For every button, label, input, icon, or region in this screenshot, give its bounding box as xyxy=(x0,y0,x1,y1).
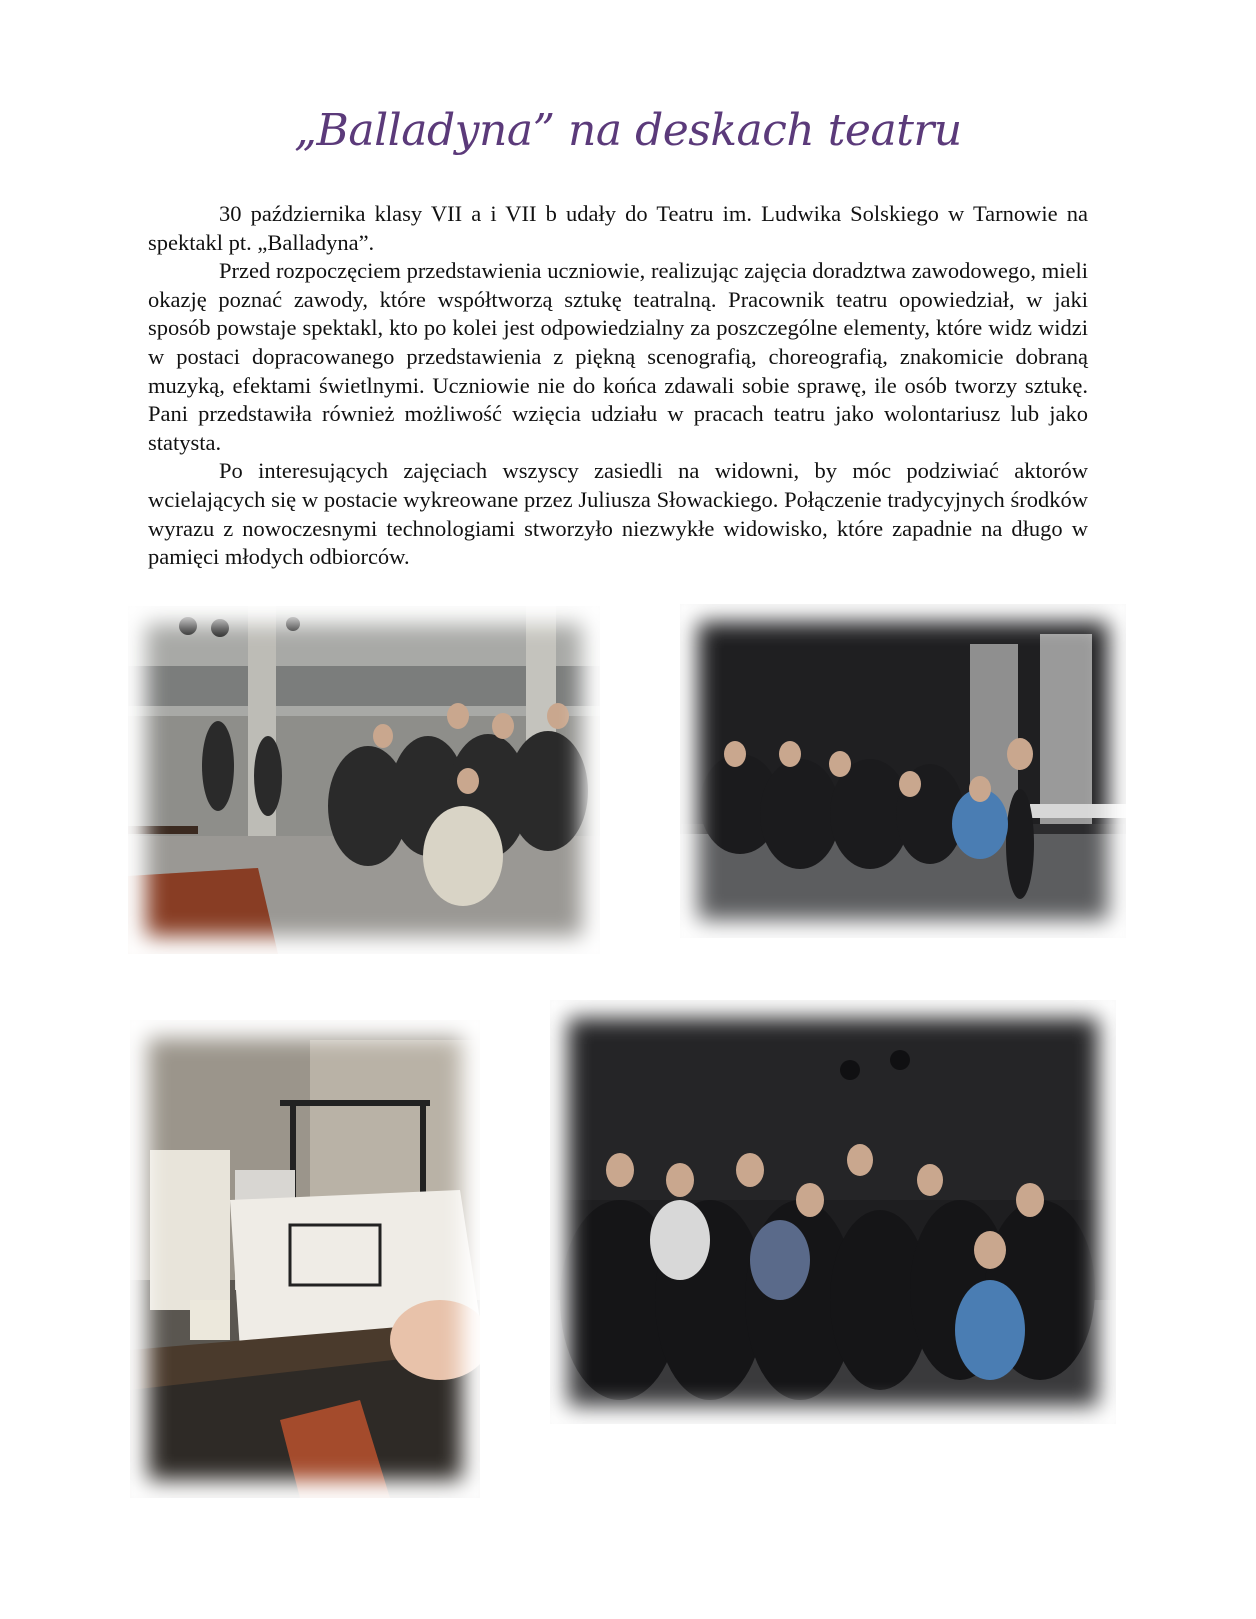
photo-stage-guide xyxy=(680,604,1126,938)
photo-students-in-hall xyxy=(128,606,600,954)
article-title: „Balladyna” na deskach teatru xyxy=(294,105,962,156)
paragraph-3: Po interesujących zajęciach wszyscy zasiedli na widowni, by móc podziwiać aktorów wcielających się w postacie wykreowane przez Juliusza Słowackiego. Połączenie tradycyjnych środków wyrazu z nowoczesnymi technologiami stworzyło niezwykłe widowisko, które zapadnie na długo w pamięci młodych odbiorców. xyxy=(148,458,1088,570)
article-body xyxy=(148,200,1088,572)
paragraph-2: Przed rozpoczęciem przedstawienia uczniowie, realizując zajęcia doradztwa zawodowego, mieli okazję poznać zawody, które współtworzą sztukę teatralną. Pracownik teatru opowiedział, w jaki sposób powstaje spektakl, kto po kolei jest odpowiedzialny za poszczególne elementy, które widz widzi w postaci dopracowanego przedstawienia z piękną scenografią, choreografią, znakomicie dobraną muzyką, efektami świetlnymi. Uczniowie nie do końca zdawali sobie sprawę, ile osób tworzy sztukę. Pani przedstawiła również możliwość wzięcia udziału w pracach teatru jako wolontariusz lub jako statysta. xyxy=(148,258,1088,455)
paragraph-1: 30 października klasy VII a i VII b udały do Teatru im. Ludwika Solskiego w Tarnowie na spektakl pt. „Balladyna”. xyxy=(148,201,1088,255)
photo-set-model xyxy=(130,1020,480,1498)
photo-audience xyxy=(550,1000,1116,1424)
